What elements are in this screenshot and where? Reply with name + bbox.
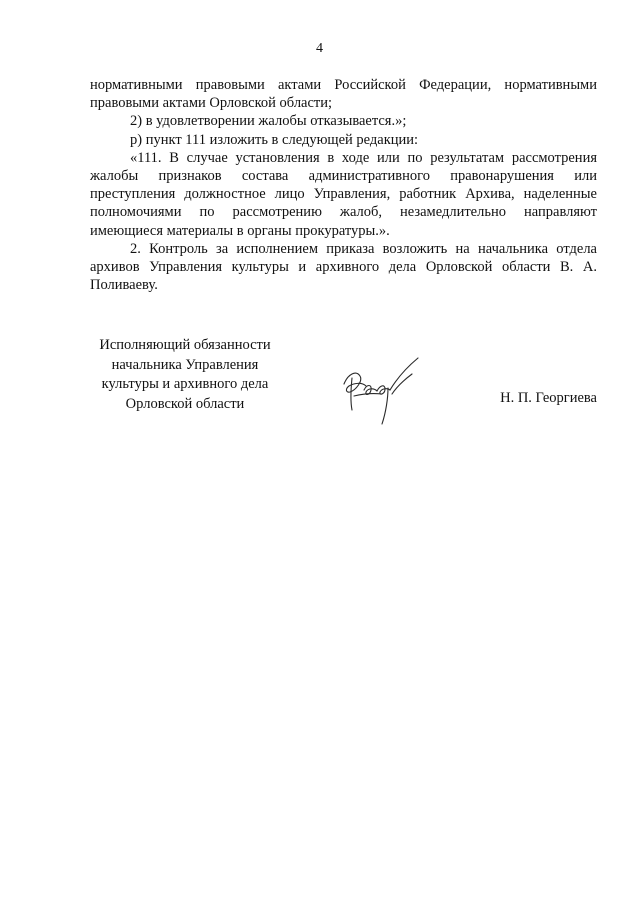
paragraph-item-111-intro: р) пункт 111 изложить в следующей редакции:: [130, 131, 419, 148]
signatory-name: Н. П. Георгиева: [500, 390, 597, 406]
signatory-title-line: Орловской области: [125, 395, 245, 412]
paragraph-item-111: «111. В случае установления в ходе или по результатам рассмотрения жалобы признаков состава административного правонарушения или преступления должностное лицо Управления, работник Архива, наделенные полномочиями по рассмотрению жалоб, незамедлительно направляют имеющиеся материалы в органы прокуратуры.».: [90, 149, 597, 239]
paragraph-norm-acts: нормативными правовыми актами Российской Федерации, нормативными правовыми актами Орловской области;: [90, 77, 597, 112]
document-body: [90, 76, 597, 294]
paragraph-control: 2. Контроль за исполнением приказа возложить на начальника отдела архивов Управления культуры и архивного дела Орловской области В. А. Поливаеву.: [90, 240, 597, 294]
signatory-title-line: начальника Управления: [111, 356, 259, 373]
signatory-title: [90, 336, 280, 414]
signatory-title-line: культуры и архивного дела: [101, 376, 269, 392]
handwritten-signature: [330, 350, 430, 430]
signatory-title-line: Исполняющий обязанности: [99, 337, 271, 353]
page-number: 4: [316, 41, 323, 56]
paragraph-complaint-refusal: 2) в удовлетворении жалобы отказывается.»;: [130, 113, 407, 130]
